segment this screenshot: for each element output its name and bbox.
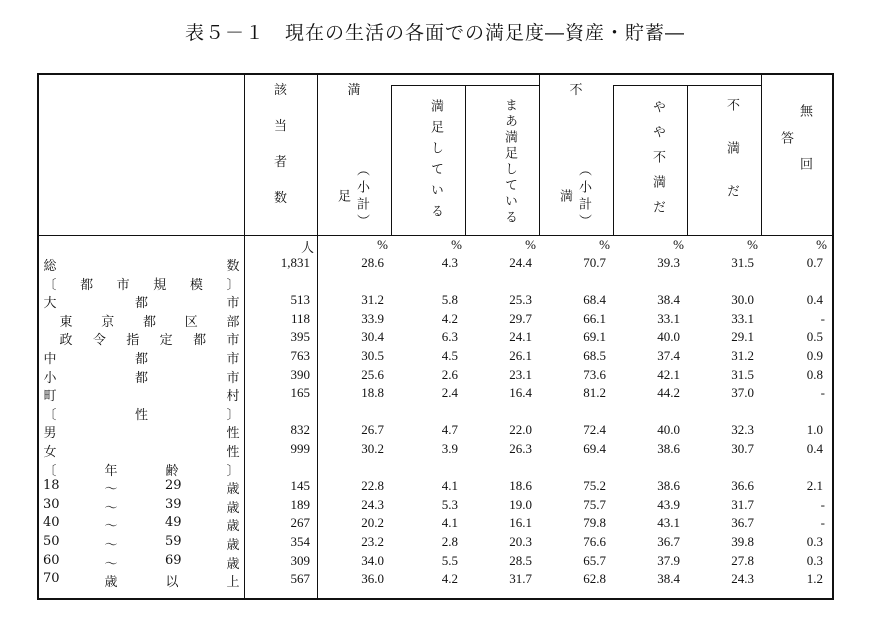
table-cell: 23.1 <box>509 366 532 382</box>
row-label-part: ～ <box>104 538 118 553</box>
table-cell: 145 <box>290 478 310 494</box>
table-cell: 37.9 <box>657 552 680 568</box>
table-cell: 24.3 <box>361 496 384 512</box>
table-cell: 390 <box>290 366 310 382</box>
table-cell: 16.1 <box>509 515 532 531</box>
table-cell: 70.7 <box>583 255 606 270</box>
row-label-part: 令 <box>92 333 106 349</box>
row-label-part: 都 <box>80 277 94 293</box>
table-cell: 75.7 <box>583 496 606 512</box>
table-cell: 118 <box>290 310 310 326</box>
row-label-part: 歳 <box>226 556 240 572</box>
row-label-part: 区 <box>184 314 198 330</box>
header-no-answer: 無回答 <box>778 104 812 210</box>
unit-percent: % <box>747 237 758 252</box>
rule-satisfied <box>465 85 466 235</box>
table-cell: 25.3 <box>509 292 532 308</box>
table-cell: 32.3 <box>731 422 754 438</box>
row-label-part: 年 <box>104 463 118 479</box>
table-cell: 44.2 <box>657 385 680 401</box>
row-label-part: 歳 <box>226 500 240 516</box>
row-label-part: 町 <box>43 389 57 405</box>
table-cell: 30.7 <box>731 441 754 456</box>
table-cell: 28.6 <box>361 255 384 270</box>
table-cell: 29.7 <box>509 310 532 326</box>
header-satisfied: 満足している <box>428 99 443 225</box>
table-cell: 5.3 <box>441 496 458 512</box>
row-label-part: 中 <box>43 352 57 367</box>
table-cell: 43.1 <box>657 515 680 531</box>
unit-percent: % <box>451 237 462 252</box>
row-label-part: 小 <box>43 370 57 386</box>
row-label-part: 〔 <box>43 277 57 293</box>
row-label-part: 市 <box>226 333 240 349</box>
table-cell: 38.6 <box>657 441 680 456</box>
table-cell: 18.8 <box>361 385 384 401</box>
table-cell: 267 <box>290 515 310 531</box>
row-label-part: 70 <box>43 571 60 587</box>
table-cell: 16.4 <box>509 385 532 401</box>
row-label-part: 女 <box>43 445 57 460</box>
row-label-part: 59 <box>165 534 182 549</box>
table-cell: 6.3 <box>441 329 458 345</box>
header-count-char: 数 <box>273 191 287 206</box>
unit-percent: % <box>673 237 684 252</box>
table-cell: 31.5 <box>731 366 754 382</box>
table-cell: 20.3 <box>509 534 532 549</box>
unit-percent: % <box>816 237 827 252</box>
table-cell: 5.8 <box>441 292 458 308</box>
table-cell: 1.0 <box>806 422 823 438</box>
rule-satisfied-subheader <box>391 85 539 86</box>
table-cell: 73.6 <box>583 366 606 382</box>
table-cell: - <box>820 515 825 531</box>
table-cell: 4.1 <box>441 515 458 531</box>
row-label-part: 都 <box>134 352 148 367</box>
header-somewhat-satisfied: まあ満足している <box>502 98 517 226</box>
table-cell: 0.8 <box>806 366 823 382</box>
table-cell: 42.1 <box>657 366 680 382</box>
row-label-part: 〔 <box>43 463 57 479</box>
table-cell: 36.7 <box>657 534 680 549</box>
table-cell: 72.4 <box>583 422 606 438</box>
table-cell: 24.4 <box>509 255 532 270</box>
header-somewhat-dissatisfied: やや不満だ <box>650 99 665 225</box>
table-cell: 22.0 <box>509 422 532 438</box>
rule-header-bottom <box>37 235 834 236</box>
unit-percent: % <box>525 237 536 252</box>
rule-somewhat-dissatisfied <box>687 85 688 235</box>
table-cell: 0.7 <box>806 255 823 270</box>
table-cell: 0.9 <box>806 348 823 363</box>
table-cell: 31.2 <box>361 292 384 308</box>
row-label-part: 〕 <box>226 463 240 479</box>
row-label-part: 性 <box>226 426 240 442</box>
table-cell: 33.9 <box>361 310 384 326</box>
table-cell: 24.3 <box>731 571 754 587</box>
table-cell: 36.0 <box>361 571 384 587</box>
row-label-part: 歳 <box>226 519 240 535</box>
table-cell: 24.1 <box>509 329 532 345</box>
table-cell: 30.4 <box>361 329 384 345</box>
row-label-part: 以 <box>165 575 179 591</box>
table-cell: 33.1 <box>657 310 680 326</box>
table-cell: 832 <box>290 422 310 438</box>
table-cell: 36.6 <box>731 478 754 494</box>
row-label-part: 性 <box>134 407 148 423</box>
table-cell: 0.4 <box>806 441 823 456</box>
table-cell: 25.6 <box>361 366 384 382</box>
table-cell: 3.9 <box>441 441 458 456</box>
row-label-part: 東 <box>59 314 73 330</box>
table-cell: 22.8 <box>361 478 384 494</box>
row-label-part: 50 <box>43 534 60 549</box>
table-cell: 79.8 <box>583 515 606 531</box>
rule-dissatisfied-subtotal <box>613 85 614 235</box>
table-cell: 39.3 <box>657 255 680 270</box>
table-cell: 4.2 <box>441 571 458 587</box>
table-cell: 69.4 <box>583 441 606 456</box>
table-cell: 567 <box>290 571 310 587</box>
table-cell: 26.7 <box>361 422 384 438</box>
rule-satisfied-subtotal <box>391 85 392 235</box>
row-label-part: 歳 <box>104 575 118 591</box>
row-label-part: ～ <box>104 500 118 516</box>
header-count-char: 該 <box>273 83 287 98</box>
row-label-part: 40 <box>43 515 60 531</box>
table-cell: 2.8 <box>441 534 458 549</box>
row-label-part: 〕 <box>226 407 240 423</box>
row-label-part: 定 <box>159 333 173 349</box>
row-label-part: 模 <box>189 277 203 293</box>
table-cell: 0.3 <box>806 552 823 568</box>
row-label-part: 都 <box>134 296 148 312</box>
header-dissatisfied-top: 不 <box>569 83 583 98</box>
table-cell: 23.2 <box>361 534 384 549</box>
row-label-part: 村 <box>226 389 240 405</box>
table-cell: 2.1 <box>806 478 823 494</box>
table-cell: - <box>820 385 825 401</box>
table-cell: 39.8 <box>731 534 754 549</box>
table-cell: 354 <box>290 534 310 549</box>
row-label-part: 30 <box>43 496 60 512</box>
table-cell: 0.4 <box>806 292 823 308</box>
table-cell: 65.7 <box>583 552 606 568</box>
table-cell: - <box>820 496 825 512</box>
table-cell: 4.1 <box>441 478 458 494</box>
table-cell: 165 <box>290 385 310 401</box>
table-cell: 1.2 <box>806 571 823 587</box>
row-label-part: 性 <box>226 445 240 460</box>
table-cell: 31.7 <box>509 571 532 587</box>
table-cell: 18.6 <box>509 478 532 494</box>
row-label-part: 総 <box>43 259 57 274</box>
row-label-part: 市 <box>226 352 240 367</box>
unit-percent: % <box>599 237 610 252</box>
row-label-part: 〕 <box>226 277 240 293</box>
row-label-part: 市 <box>226 370 240 386</box>
header-dissatisfied: 不満だ <box>724 97 739 227</box>
table-cell: 309 <box>290 552 310 568</box>
table-cell: 68.5 <box>583 348 606 363</box>
table-cell: 34.0 <box>361 552 384 568</box>
table-cell: 69.1 <box>583 329 606 345</box>
row-label-part: ～ <box>104 519 118 535</box>
row-label-part: 市 <box>226 296 240 312</box>
table-cell: 33.1 <box>731 310 754 326</box>
row-label-part: 60 <box>43 552 60 568</box>
data-table <box>37 73 834 600</box>
row-label-part: 歳 <box>226 482 240 498</box>
row-label-part: 上 <box>226 575 240 591</box>
row-label-part: 齢 <box>165 463 179 479</box>
header-dissatisfied-subtotal: （小計）満 <box>557 163 591 231</box>
table-title: 表５－１ 現在の生活の各面での満足度―資産・貯蓄― <box>184 22 685 44</box>
row-label-part: ～ <box>104 482 118 498</box>
table-cell: 4.3 <box>441 255 458 270</box>
table-cell: 513 <box>290 292 310 308</box>
table-cell: 38.4 <box>657 571 680 587</box>
unit-percent: % <box>377 237 388 252</box>
rule-count-column <box>317 73 318 600</box>
header-count-char: 当 <box>273 119 287 134</box>
row-label-part: 部 <box>226 314 240 330</box>
table-cell: 2.4 <box>441 385 458 401</box>
table-cell: 4.5 <box>441 348 458 363</box>
table-cell: 999 <box>290 441 310 456</box>
header-count-char: 者 <box>273 155 287 170</box>
table-cell: 5.5 <box>441 552 458 568</box>
row-label-part: 18 <box>43 478 60 494</box>
row-label-part: 政 <box>59 333 73 349</box>
row-label-part: 規 <box>153 277 167 293</box>
table-cell: 38.4 <box>657 292 680 308</box>
table-cell: 395 <box>290 329 310 345</box>
unit-persons: 人 <box>300 240 314 255</box>
table-cell: 763 <box>290 348 310 363</box>
rule-dissatisfied-subheader <box>613 85 761 86</box>
row-label-part: 数 <box>226 259 240 274</box>
table-cell: 26.3 <box>509 441 532 456</box>
header-satisfied-top: 満 <box>347 83 361 98</box>
row-label-part: 69 <box>165 552 182 568</box>
row-label-part: 市 <box>116 277 130 293</box>
header-satisfied-subtotal: （小計）足 <box>335 163 369 231</box>
table-cell: 66.1 <box>583 310 606 326</box>
table-cell: 31.7 <box>731 496 754 512</box>
row-label-part: 男 <box>43 426 57 442</box>
table-cell: 37.0 <box>731 385 754 401</box>
table-cell: 4.7 <box>441 422 458 438</box>
table-cell: 2.6 <box>441 366 458 382</box>
table-cell: 36.7 <box>731 515 754 531</box>
table-cell: 38.6 <box>657 478 680 494</box>
table-cell: 31.5 <box>731 255 754 270</box>
table-cell: 19.0 <box>509 496 532 512</box>
table-cell: 27.8 <box>731 552 754 568</box>
row-label-part: 京 <box>101 314 115 330</box>
table-cell: 31.2 <box>731 348 754 363</box>
row-label-part: 39 <box>165 496 182 512</box>
row-label-part: 都 <box>193 333 207 349</box>
row-label-part: ～ <box>104 556 118 572</box>
rule-dissatisfied-group <box>761 73 762 235</box>
table-cell: 40.0 <box>657 422 680 438</box>
table-cell: 26.1 <box>509 348 532 363</box>
table-cell: 40.0 <box>657 329 680 345</box>
table-cell: 20.2 <box>361 515 384 531</box>
table-cell: 75.2 <box>583 478 606 494</box>
row-label-part: 歳 <box>226 538 240 553</box>
row-label-part: 〔 <box>43 407 57 423</box>
table-cell: 29.1 <box>731 329 754 345</box>
row-label-part: 指 <box>126 333 140 349</box>
table-cell: 81.2 <box>583 385 606 401</box>
row-label-part: 29 <box>165 478 182 494</box>
row-label-part: 都 <box>134 370 148 386</box>
table-cell: 43.9 <box>657 496 680 512</box>
table-cell: 30.2 <box>361 441 384 456</box>
table-cell: 0.3 <box>806 534 823 549</box>
table-cell: 30.5 <box>361 348 384 363</box>
table-cell: 37.4 <box>657 348 680 363</box>
header-count <box>244 79 317 223</box>
table-cell: 4.2 <box>441 310 458 326</box>
row-label-part: 都 <box>142 314 156 330</box>
table-cell: 0.5 <box>806 329 823 345</box>
table-cell: - <box>820 310 825 326</box>
table-cell: 28.5 <box>509 552 532 568</box>
row-label-part: 大 <box>43 296 57 312</box>
table-cell: 189 <box>290 496 310 512</box>
row-label-part: 49 <box>165 515 182 531</box>
table-cell: 62.8 <box>583 571 606 587</box>
table-cell: 30.0 <box>731 292 754 308</box>
table-cell: 76.6 <box>583 534 606 549</box>
table-cell: 1,831 <box>280 255 310 270</box>
table-cell: 68.4 <box>583 292 606 308</box>
